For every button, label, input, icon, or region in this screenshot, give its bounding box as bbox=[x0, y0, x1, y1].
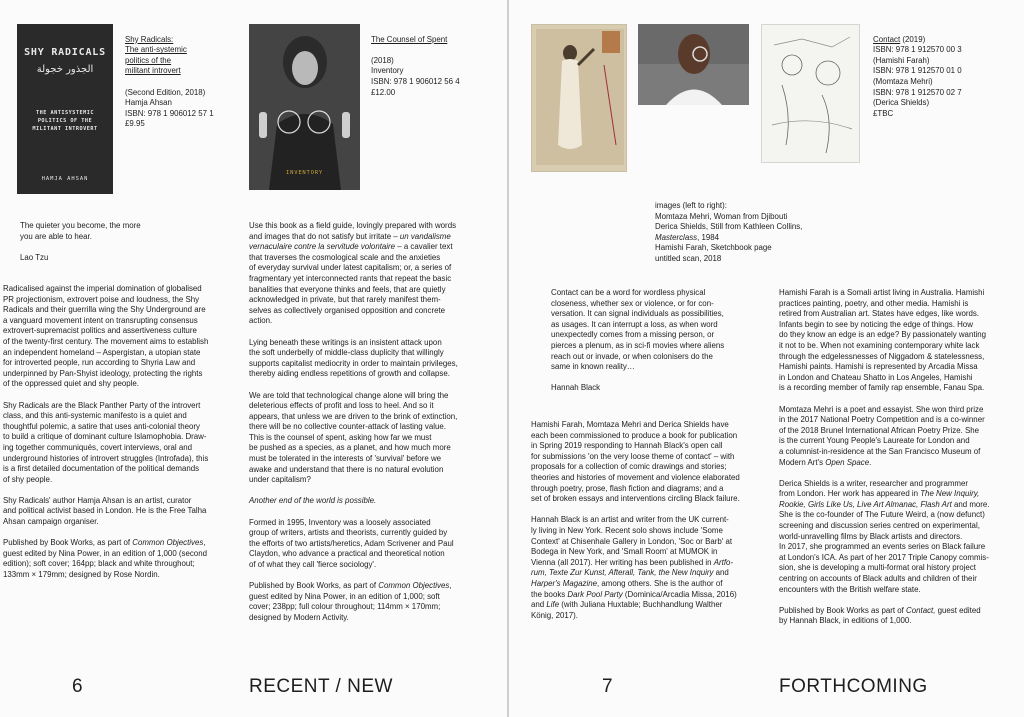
text-run: and more. She is the co-founder of The Future Weird, a (now defunct) screening and discussion series centred on experimental, world-unravelling films by Black artists and directors. In 2017, she programmed an events series on Black failure at London's ICA. As part of her 2017 Triple Canopy commis- sion, she is developing a multi-format oral history project centring on accounts of Black adults and children of their encounters with the British welfare state. bbox=[779, 499, 990, 594]
masterclass-still-image bbox=[638, 24, 749, 105]
shy-radicals-cover-image bbox=[17, 24, 113, 194]
text-run: . bbox=[869, 457, 872, 467]
contact-book-meta bbox=[873, 24, 962, 119]
book1-title-link[interactable]: Shy Radicals: The anti-systemic politics of the militant introvert bbox=[125, 34, 187, 76]
paragraph: Shy Radicals are the Black Panther Party of the introvert class, and this anti-systemic manifesto is a quiet and thoughtful polemic, a satire that uses anti-colonial theory to build a critique of dominant culture Islamophobia. Draw- ing together communiqués, covert interviews, oral and underground histories of introvert struggles (Introfada), this is a first detailed documentation of the political demands of shy people. bbox=[3, 400, 209, 484]
section-title: FORTHCOMING bbox=[779, 676, 928, 697]
text-run: and bbox=[715, 568, 729, 578]
left-page bbox=[0, 0, 508, 717]
paragraph bbox=[779, 479, 1021, 596]
series-name: Contact, bbox=[906, 605, 936, 615]
section-title: RECENT / NEW bbox=[249, 676, 393, 697]
epigraph-quote: Contact can be a word for wordless physical closeness, whether sex or violence, or for con- versation. It can signal individuals as possibilities, as usages. It can interrupt a loss, as when word unexpectedly comes from a missing person, or pierces a plenum, as in sci-fi movies where aliens reach out or invade, or when colonisers do the same in known reality… bbox=[551, 288, 725, 372]
left-column-2 bbox=[249, 221, 504, 634]
epigraph-quote: The quieter you become, the more you are able to hear. bbox=[20, 221, 141, 241]
page-number: 7 bbox=[602, 676, 613, 697]
cover-title: SHY RADICALS bbox=[24, 47, 106, 58]
text-run: Published by Book Works, as part of bbox=[249, 581, 379, 591]
text-run: , guest edited by Nina Power, in an edition of 1,000 (second edition); soft cover; 164pp; black and white throughout; 133mm × 179mm; designed by Rose Nordin. bbox=[3, 538, 207, 580]
paragraph: Hamishi Farah is a Somali artist living in Australia. Hamishi practices painting, poetry, and other media. Hamishi is retired from Australian art. States have edges, like words. Infants begin to see by noticing the edge of things. How do they know an edge is an edge? By passionately wanting it not to be. When not examining contemporary white lack through the edgelessnesses of Niggadom & statelessness, Hamishi paints. Hamishi is represented by Arcadia Missa in London and Chateau Shatto in Los Angeles, Hamishi is a recording member of family rap ensemble, Fanau Spa. bbox=[779, 288, 987, 393]
emphasis: un vandalisme vernaculaire contre la servitude volontaire bbox=[249, 231, 451, 252]
paragraph bbox=[249, 221, 504, 327]
text-run: Published by Book Works, as part of bbox=[3, 538, 133, 548]
paragraph: Hamishi Farah, Momtaza Mehri and Derica Shields have each been commissioned to produce a book for publication in Spring 2019 responding to Hannah Black's open call for submissions 'on the very loose theme of contact' – with proposals for a collection of comic drawings and stories; theories and histories of movement and violence elaborated through poetry, prose, flash fiction and diagrams; and a set of broken essays and interventions circling Black failure. bbox=[531, 420, 740, 504]
right-column-2 bbox=[779, 288, 1021, 638]
page-number: 6 bbox=[72, 676, 83, 697]
book2-details: (2018) Inventory ISBN: 978 1 906012 56 4 £12.00 bbox=[371, 55, 460, 97]
photo-illustration bbox=[638, 24, 749, 105]
right-column-1 bbox=[531, 420, 776, 632]
text-run: Use this book as a field guide, lovingly prepared with words and images that do not satisfy but irritate – bbox=[249, 221, 457, 241]
text-run: Published by Book Works as part of bbox=[779, 605, 907, 615]
contact-details: (2019) ISBN: 978 1 912570 00 3 (Hamishi Farah) ISBN: 978 1 912570 01 0 (Momtaza Mehri) ISBN: 978 1 912570 02 7 (Derica Shields) £TBC bbox=[873, 34, 962, 118]
woman-from-djibouti-image bbox=[531, 24, 627, 172]
text-run: guest edited by Hannah Black, in editions of 1,000. bbox=[779, 605, 981, 626]
cover-subtitle: THE ANTISYSTEMIC POLITICS OF THE MILITANT INTROVERT bbox=[32, 110, 98, 132]
contact-epigraph bbox=[551, 288, 771, 405]
text-run: (with Juliana Huxtable; Buchhandlung Walther König, 2017). bbox=[531, 600, 723, 620]
text-run: , guest edited by Nina Power, in an edition of 1,000; soft cover; 238pp; full colour throughout; 114mm × 170mm; designed by Modern Activity. bbox=[249, 581, 452, 622]
emphasis: The New Inquiry, Rookie, Girls Like Us, Live Art Almanac, Flash Art bbox=[779, 489, 980, 509]
left-column-1 bbox=[3, 284, 248, 591]
series-name: Common Objectives bbox=[378, 581, 450, 591]
emphasis: Artfo- rum, Texte Zur Kunst, Afterall, Tank, the New Inquiry bbox=[531, 557, 734, 578]
sketchbook-page-image bbox=[761, 24, 860, 163]
image-captions bbox=[655, 201, 802, 265]
paragraph: Radicalised against the imperial domination of globalised PR projectionism, extrovert poise and loudness, the Shy Radicals and their guerrilla wing the Shy Underground are a vanguard movement intent on transrupting consensus extrovert-supremacist politics and assertiveness culture of the twenty-first century. The movement aims to establish an independent homeland – Aspergistan, a utopian state for introverted people, run according to Shyria Law and underpinned by Pan-Shyist ideology, protecting the rights of the oppressed quiet and shy people. bbox=[3, 284, 209, 389]
epigraph-author: Hannah Black bbox=[551, 383, 601, 393]
cover-arabic-title: الجذور خجولة bbox=[36, 64, 94, 75]
sketch-illustration bbox=[762, 25, 860, 163]
epigraph bbox=[20, 221, 240, 274]
emphasis: Open Space bbox=[825, 457, 870, 467]
publication-note bbox=[3, 538, 248, 580]
contact-title-link[interactable]: Contact bbox=[873, 34, 901, 44]
counsel-of-spent-cover-image bbox=[249, 24, 360, 190]
emphasis: Another end of the world is possible. bbox=[249, 496, 377, 506]
paragraph: Formed in 1995, Inventory was a loosely associated group of writers, artists and theorists, currently guided by the efforts of two artists/heretics, Adam Scrivener and Paul Claydon, who advance a practical and theoretical notion of of what they call 'fierce sociology'. bbox=[249, 517, 454, 569]
series-name: Common Objectives bbox=[132, 538, 204, 548]
photo-illustration bbox=[532, 25, 627, 172]
text-run: (Dominica/Arcadia Missa, 2016) and bbox=[531, 589, 737, 610]
paragraph: Lying beneath these writings is an insistent attack upon the soft underbelly of middle-class duplicity that willingly supports capitalist mediocrity in order to maintain privileges, thereby aiding endless repetitions of growth and collapse. bbox=[249, 337, 458, 379]
epigraph-author: Lao Tzu bbox=[20, 252, 49, 262]
book1-meta bbox=[125, 24, 214, 141]
cover-label: INVENTORY bbox=[285, 170, 323, 176]
text-run: Momtaza Mehri is a poet and essayist. She won third prize in the 2017 National Poetry Competition and is a co-winner of the 2018 Brunel International African Poetry Prize. She is the current Young People's Laureate for London and a columnist-in-residence at the San Francisco Museum of Modern Art's bbox=[779, 404, 985, 467]
emphasis: Dark Pool Party bbox=[567, 589, 623, 599]
cover-photo-illustration bbox=[249, 24, 360, 190]
book2-title-link[interactable]: The Counsel of Spent bbox=[371, 34, 448, 44]
emphasis: Life bbox=[546, 600, 560, 610]
paragraph bbox=[779, 405, 1021, 469]
book1-details: (Second Edition, 2018) Hamja Ahsan ISBN: 978 1 906012 57 1 £9.95 bbox=[125, 87, 214, 129]
emphasis: Masterclass bbox=[655, 232, 698, 242]
paragraph: We are told that technological change alone will bring the deleterious effects of profit and loss to heel. And so it appears, that unless we are driven to the brink of extinction, there will be no collective counter-attack of lasting value. This is the counsel of spent, asking how far we must be pushed as a species, as a planet, and how much more must be tolerated in the interests of 'survival' before we awake and understand that there is no natural evolution under capitalism? bbox=[249, 390, 458, 485]
paragraph: Shy Radicals' author Hamja Ahsan is an artist, curator and political activist based in London. He is the Free Talha Ahsan campaign organiser. bbox=[3, 495, 207, 527]
book2-meta bbox=[371, 24, 460, 109]
text-run: , among others. She is the author of the books bbox=[531, 578, 723, 599]
text-run: Derica Shields is a writer, researcher and programmer from London. Her work has appeared in bbox=[779, 478, 969, 499]
publication-note bbox=[249, 581, 504, 623]
emphasis: Harper's Magazine bbox=[531, 578, 597, 588]
publication-note bbox=[779, 606, 1021, 627]
text-run: Hannah Black is an artist and writer from the UK current- ly living in New York. Recent solo shows include 'Some Context' at Chisenhale Gallery in London, 'Soc or Barb' at Bodega in New York, and 'Small Room' at MUMOK in Vienna (all 2017). Her writing has been published in bbox=[531, 515, 733, 567]
text-run: – a cavalier text that traverses the cosmological scale and the anxieties of everyday survival under latest capitalism; or, a series of fragmentary yet interconnected rants that repeat the basic banalities that everyone thinks and feels, that are quietly acknowledged in private, but that rarely manifest them- selves as collectively organised opposition and concrete action. bbox=[249, 242, 453, 326]
paragraph bbox=[531, 515, 776, 621]
paragraph bbox=[249, 496, 504, 507]
text-run: images (left to right): Momtaza Mehri, Woman from Djibouti Derica Shields, Still from Kathleen Collins, bbox=[655, 201, 803, 232]
text-run: , 1984 Hamishi Farah, Sketchbook page untitled scan, 2018 bbox=[655, 232, 772, 263]
cover-author: HAMJA AHSAN bbox=[41, 176, 89, 182]
